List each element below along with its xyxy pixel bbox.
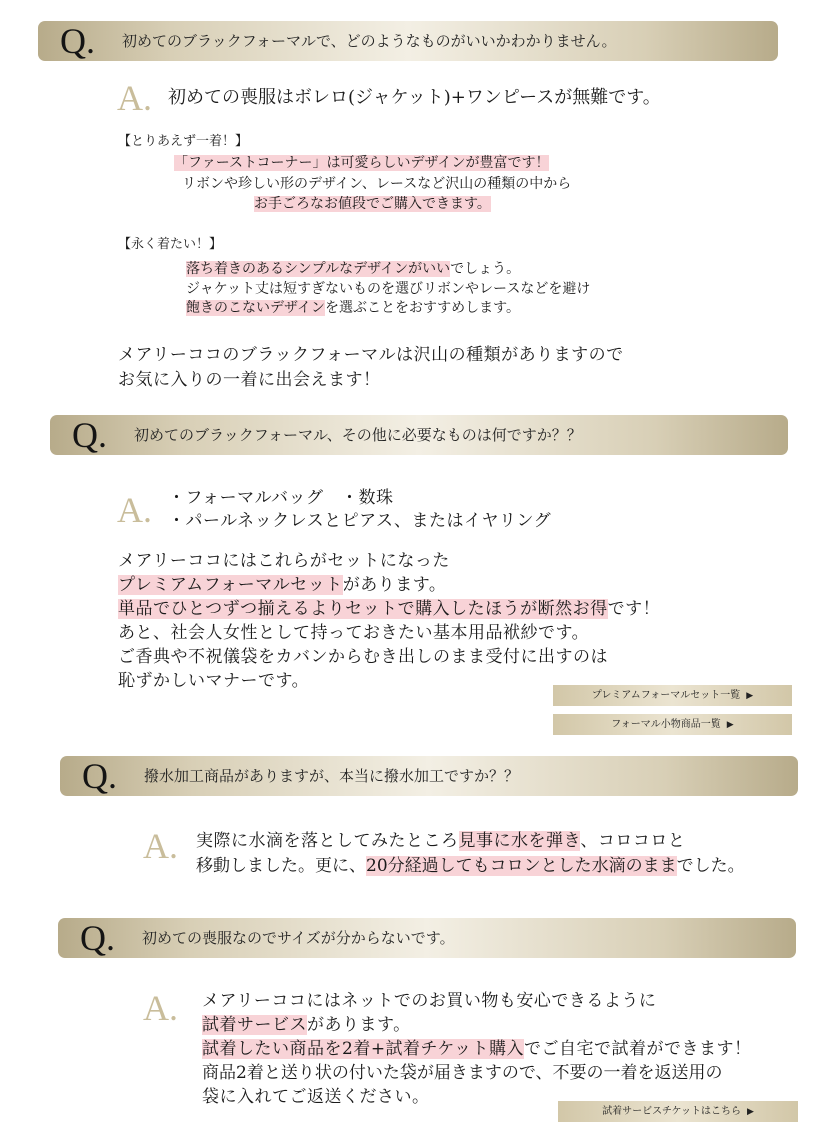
answer-line: あと、社会人女性として持っておきたい基本用品袱紗です。 [118, 623, 590, 643]
question-bar-2 [50, 415, 788, 455]
highlight-text: 飽きのこないデザイン [186, 300, 326, 316]
highlight-text: 単品でひとつずつ揃えるよりセットで購入したほうが断然お得 [118, 599, 608, 619]
answer-line [118, 598, 660, 621]
highlight-text: 試着したい商品を2着+試着チケット購入 [202, 1039, 525, 1059]
highlight-text: 落ち着きのあるシンプルなデザインがいい [186, 261, 451, 277]
plain-text: 、コロコロと [580, 831, 686, 851]
answer-line [174, 153, 549, 173]
item-list-line: ・パールネックレスとピアス、またはイヤリング [168, 511, 552, 531]
arrow-right-icon: ▶ [746, 1107, 754, 1117]
section-heading: 【とりあえず一着！】 [118, 134, 249, 149]
q-mark: Q. [72, 415, 107, 455]
plain-text: でした。 [676, 856, 745, 876]
formal-accessories-list-button[interactable] [553, 714, 792, 735]
item-list-line: ・フォーマルバッグ ・数珠 [168, 488, 394, 508]
answer-line [202, 1038, 752, 1061]
question-bar-4 [58, 918, 796, 958]
arrow-right-icon: ▶ [726, 720, 734, 730]
arrow-right-icon: ▶ [746, 691, 754, 701]
plain-text: があります。 [307, 1015, 411, 1035]
question-bar-1 [38, 21, 778, 61]
plain-text: です！ [607, 599, 661, 619]
plain-text: でご自宅で試着ができます！ [524, 1039, 752, 1059]
plain-text: を選ぶことをおすすめします。 [325, 300, 521, 316]
button-label: フォーマル小物商品一覧 [611, 719, 721, 730]
highlight-text: 試着サービス [202, 1015, 307, 1035]
a-mark: A. [117, 490, 152, 530]
answer-line [202, 1014, 411, 1037]
question-bar-3 [60, 756, 798, 796]
premium-formal-set-list-button[interactable] [553, 685, 792, 706]
highlight-text: プレミアムフォーマルセット [118, 575, 343, 595]
plain-text: があります。 [342, 575, 447, 595]
highlight-text: 見事に水を弾き [458, 831, 581, 851]
question-text: 初めてのブラックフォーマル、その他に必要なものは何ですか？？ [134, 426, 582, 444]
highlight-text: 「ファーストコーナー」は可愛らしいデザインが豊富です！ [174, 155, 550, 171]
plain-text: 移動しました。更に、 [196, 856, 366, 876]
q-mark: Q. [60, 21, 95, 61]
a-mark: A. [117, 78, 152, 118]
answer-line: 袋に入れてご返送ください。 [202, 1087, 430, 1107]
fitting-service-ticket-button[interactable] [558, 1101, 798, 1122]
answer-line [196, 855, 745, 878]
question-text: 撥水加工商品がありますが、本当に撥水加工ですか？？ [144, 767, 520, 785]
closing-line: お気に入りの一着に出会えます！ [118, 370, 381, 390]
section-heading: 【永く着たい！】 [118, 237, 223, 252]
answer-line: メアリーココにはネットでのお買い物も安心できるように [202, 991, 657, 1011]
button-label: プレミアムフォーマルセット一覧 [591, 690, 741, 701]
answer-line [196, 830, 685, 853]
a-mark: A. [143, 826, 178, 866]
answer-line [118, 574, 446, 597]
answer-line: 商品2着と送り状の付いた袋が届きますので、不要の一着を返送用の [202, 1063, 723, 1083]
answer-line [254, 194, 491, 214]
question-text: 初めての喪服なのでサイズが分からないです。 [142, 929, 455, 947]
button-label: 試着サービスチケットはこちら [602, 1106, 741, 1117]
q-mark: Q. [80, 918, 115, 958]
answer-line: メアリーココにはこれらがセットになった [118, 551, 450, 571]
answer-line: ジャケット丈は短すぎないものを選びリボンやレースなどを避け [186, 281, 591, 297]
answer-line: リボンや珍しい形のデザイン、レースなど沢山の種類の中から [182, 176, 572, 192]
answer-line: ご香典や不祝儀袋をカバンからむき出しのまま受付に出すのは [118, 647, 608, 667]
a-mark: A. [143, 988, 178, 1028]
q-mark: Q. [82, 756, 117, 796]
answer-line: 恥ずかしいマナーです。 [118, 671, 310, 691]
highlight-text: お手ごろなお値段でご購入できます。 [254, 196, 491, 212]
answer-line [186, 259, 520, 279]
plain-text: 実際に水滴を落としてみたところ [196, 831, 459, 851]
answer-heading: 初めての喪服はボレロ(ジャケット)+ワンピースが無難です。 [168, 87, 661, 108]
answer-line [186, 298, 520, 318]
question-text: 初めてのブラックフォーマルで、どのようなものがいいかわかりません。 [122, 32, 617, 50]
highlight-text: 20分経過してもコロンとした水滴のまま [366, 856, 677, 876]
plain-text: でしょう。 [450, 261, 521, 277]
closing-line: メアリーココのブラックフォーマルは沢山の種類がありますので [118, 345, 624, 365]
